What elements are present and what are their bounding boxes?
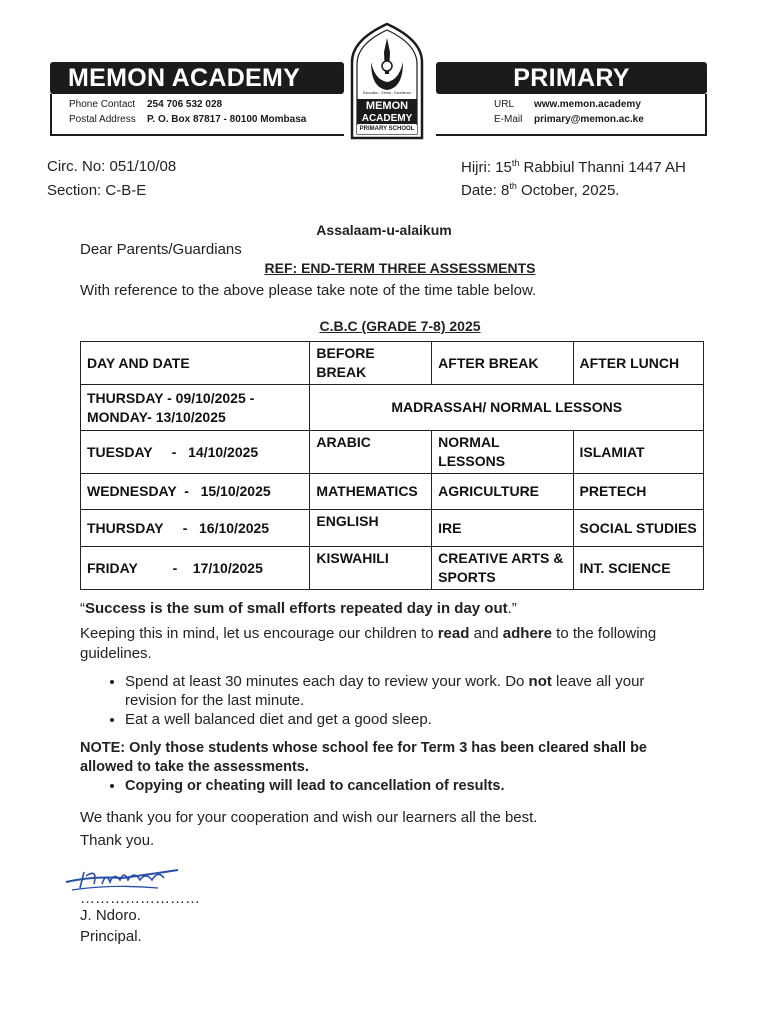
- school-crest-logo: [349, 22, 425, 140]
- table-cell: SOCIAL STUDIES: [573, 510, 703, 547]
- table-header-row: [81, 342, 704, 385]
- table-cell: KISWAHILI: [310, 547, 432, 590]
- postal-label: Postal Address: [69, 114, 136, 125]
- timetable-title: C.B.C (GRADE 7-8) 2025: [319, 318, 481, 334]
- crest-line-3: PRIMARY SCHOOL: [359, 126, 415, 132]
- signatory-name: J. Ndoro.: [80, 907, 141, 924]
- table-cell: PRETECH: [573, 474, 703, 510]
- table-header-cell: AFTER BREAK: [432, 342, 573, 385]
- table-row: [81, 431, 704, 474]
- crest-line-1: MEMON: [365, 100, 409, 112]
- signature-dots: ……………………: [80, 890, 200, 907]
- url-value[interactable]: www.memon.academy: [534, 99, 641, 110]
- table-row: [81, 474, 704, 510]
- fee-note-continued: allowed to take the assessments.: [80, 759, 309, 775]
- hijri-date: Hijri: 15th Rabbiul Thanni 1447 AH: [461, 158, 686, 176]
- motivational-quote: “Success is the sum of small efforts repeated day in day out.”: [80, 600, 517, 617]
- list-item: • Eat a well balanced diet and get a good sleep.: [125, 710, 644, 729]
- exam-timetable: [80, 341, 704, 590]
- table-header-cell: AFTER LUNCH: [573, 342, 703, 385]
- email-value[interactable]: primary@memon.ac.ke: [534, 114, 644, 125]
- url-label: URL: [494, 99, 515, 110]
- thank-you: Thank you.: [80, 832, 155, 849]
- table-cell: ISLAMIAT: [573, 431, 703, 474]
- school-name: MEMON ACADEMY: [68, 64, 301, 92]
- section-label: Section: C-B-E: [47, 182, 147, 199]
- table-cell: MATHEMATICS: [310, 474, 432, 510]
- crest-motto: Education - Ethics - Excellence: [362, 91, 412, 95]
- table-row: [81, 547, 704, 590]
- letter-date: Date: 8th October, 2025.: [461, 181, 620, 199]
- table-cell: ENGLISH: [310, 510, 432, 547]
- list-item: • Copying or cheating will lead to cancellation of results.: [125, 777, 504, 796]
- school-name-banner: [50, 62, 344, 94]
- table-header-cell: DAY AND DATE: [81, 342, 310, 385]
- table-row: [81, 385, 704, 431]
- section-name-banner: [436, 62, 707, 94]
- guidance-paragraph-end: guidelines.: [80, 645, 152, 662]
- table-cell: INT. SCIENCE: [573, 547, 703, 590]
- table-cell: AGRICULTURE: [432, 474, 573, 510]
- guidelines-list: [80, 672, 644, 729]
- crest-line-2: ACADEMY: [361, 113, 413, 124]
- phone-label: Phone Contact: [69, 99, 136, 110]
- table-row: [81, 510, 704, 547]
- table-cell: ARABIC: [310, 431, 432, 474]
- note-list: [80, 777, 504, 796]
- contact-box-right: [436, 94, 707, 136]
- contact-box-left: [50, 94, 344, 136]
- postal-value: P. O. Box 87817 - 80100 Mombasa: [147, 114, 307, 125]
- table-cell: IRE: [432, 510, 573, 547]
- greeting: Assalaam-u-alaikum: [316, 222, 452, 238]
- table-cell-day: FRIDAY - 17/10/2025: [81, 547, 310, 590]
- section-name: PRIMARY: [513, 64, 630, 92]
- signatory-title: Principal.: [80, 928, 142, 945]
- guidance-paragraph: Keeping this in mind, let us encourage our children to read and adhere to the following: [80, 625, 657, 642]
- table-cell-day: TUESDAY - 14/10/2025: [81, 431, 310, 474]
- fee-note: NOTE: Only those students whose school fee for Term 3 has been cleared shall be: [80, 740, 647, 756]
- table-cell-day: WEDNESDAY - 15/10/2025: [81, 474, 310, 510]
- table-cell-day: THURSDAY - 09/10/2025 - MONDAY- 13/10/2025: [81, 385, 310, 431]
- circular-number: Circ. No: 051/10/08: [47, 158, 177, 175]
- list-item: • Spend at least 30 minutes each day to review your work. Do not leave all your revision for the last minute.: [125, 672, 644, 710]
- thanks-line: We thank you for your cooperation and wish our learners all the best.: [80, 809, 538, 826]
- table-cell: NORMAL LESSONS: [432, 431, 573, 474]
- salutation: Dear Parents/Guardians: [80, 241, 242, 258]
- reference-line: REF: END-TERM THREE ASSESSMENTS: [264, 260, 536, 276]
- email-label: E-Mail: [494, 114, 523, 125]
- table-cell-day: THURSDAY - 16/10/2025: [81, 510, 310, 547]
- phone-value: 254 706 532 028: [147, 99, 223, 110]
- table-header-cell: BEFORE BREAK: [310, 342, 432, 385]
- intro-paragraph: With reference to the above please take note of the time table below.: [80, 282, 537, 299]
- table-cell-madrassah: MADRASSAH/ NORMAL LESSONS: [310, 385, 704, 431]
- table-cell: CREATIVE ARTS & SPORTS: [432, 547, 573, 590]
